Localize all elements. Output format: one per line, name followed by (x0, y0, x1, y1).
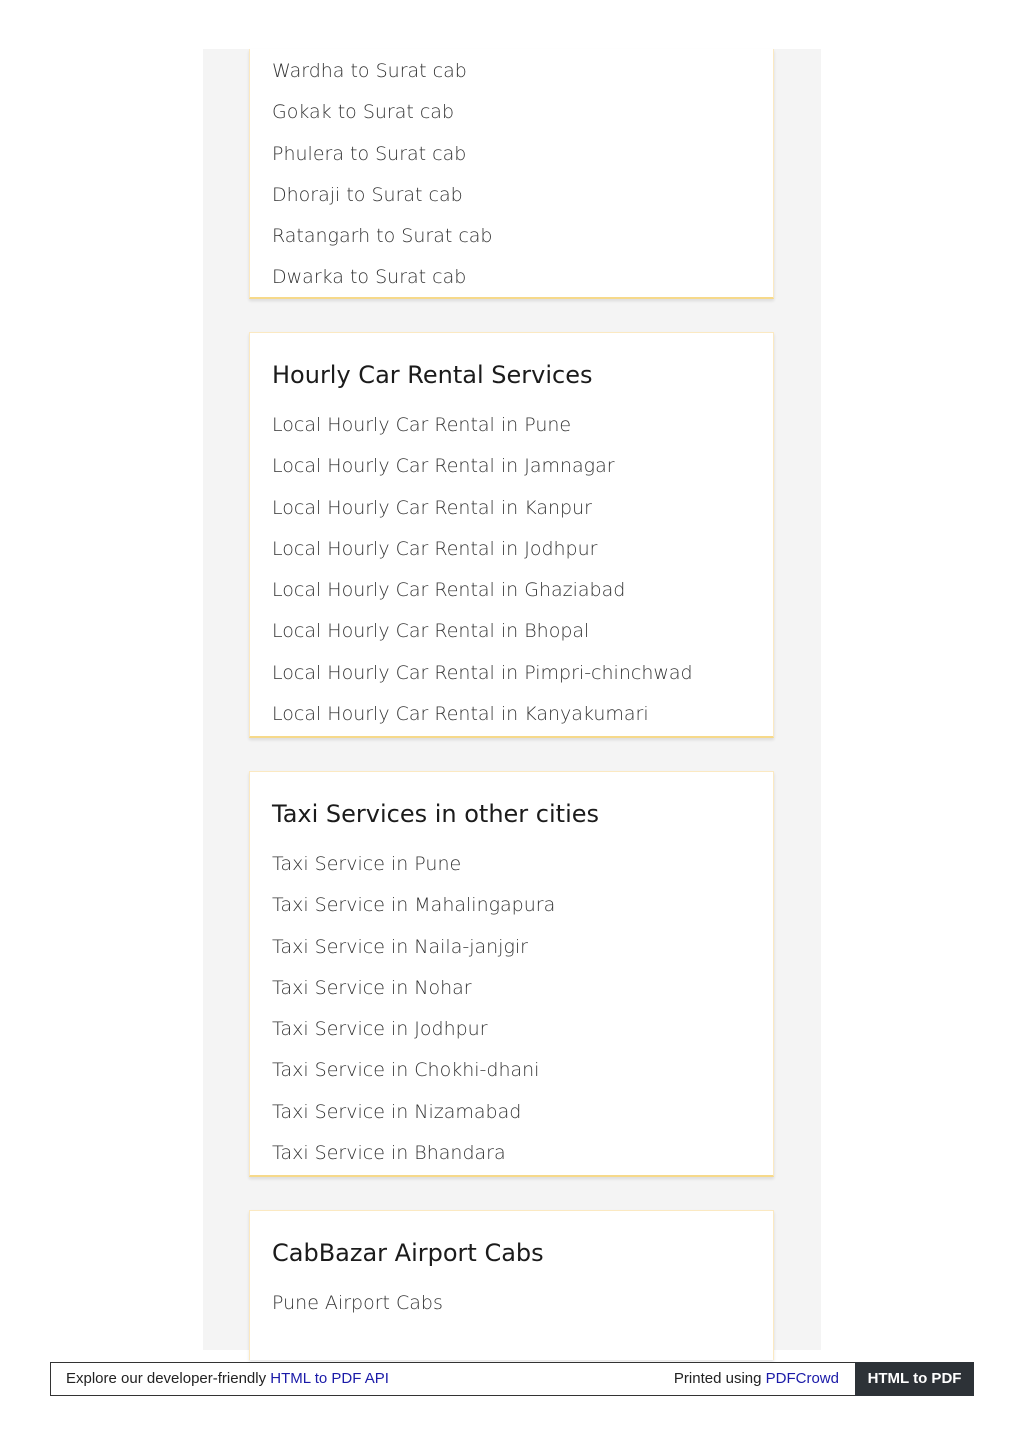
list-item (272, 413, 762, 454)
list-item (272, 100, 762, 141)
taxi-link[interactable]: Taxi Service in Nizamabad (272, 1100, 522, 1123)
list-item (272, 1058, 762, 1099)
card-airport-cabs (249, 1210, 774, 1360)
taxi-link[interactable]: Taxi Service in Nohar (272, 976, 472, 999)
hourly-rental-list (272, 413, 762, 743)
list-item (272, 454, 762, 495)
list-item (272, 496, 762, 537)
list-item (272, 1141, 762, 1182)
taxi-link[interactable]: Taxi Service in Pune (272, 853, 462, 875)
footer-printed-text: Printed using (673, 1370, 766, 1387)
list-item (272, 1100, 762, 1141)
card-surat-cabs (249, 49, 774, 299)
cab-link[interactable]: Gokak to Surat cab (272, 101, 455, 124)
list-item (272, 578, 762, 619)
list-item (272, 619, 762, 660)
list-item (272, 265, 762, 306)
list-item (272, 1291, 762, 1332)
html-to-pdf-button[interactable]: HTML to PDF (855, 1362, 974, 1396)
list-viewport[interactable] (272, 413, 762, 726)
footer-printed (674, 1363, 839, 1395)
taxi-link[interactable]: Taxi Service in Mahalingapura (272, 894, 556, 917)
rental-link[interactable]: Local Hourly Car Rental in Bhopal (272, 620, 590, 643)
footer-explore-text: Explore our developer-friendly (66, 1370, 271, 1387)
rental-link[interactable]: Local Hourly Car Rental in Jamnagar (272, 455, 615, 478)
list-item (272, 976, 762, 1017)
list-item (272, 935, 762, 976)
list-item (272, 183, 762, 224)
list-viewport[interactable] (272, 852, 762, 1165)
list-item (272, 702, 762, 743)
rental-link[interactable]: Local Hourly Car Rental in Pimpri-chinchwad (272, 661, 693, 684)
list-item (272, 537, 762, 578)
cab-link[interactable]: Wardha to Surat cab (272, 60, 467, 82)
cab-link[interactable]: Phulera to Surat cab (272, 142, 467, 165)
rental-link[interactable]: Local Hourly Car Rental in Pune (272, 414, 572, 436)
rental-link[interactable]: Local Hourly Car Rental in Kanyakumari (272, 703, 649, 726)
list-item (272, 1017, 762, 1058)
rental-link[interactable]: Local Hourly Car Rental in Ghaziabad (272, 579, 626, 602)
list-viewport[interactable] (272, 59, 762, 289)
section-title: Hourly Car Rental Services (272, 361, 593, 389)
list-item (272, 142, 762, 183)
list-viewport[interactable] (272, 1291, 762, 1351)
pdfcrowd-link[interactable]: PDFCrowd (765, 1370, 839, 1387)
rental-link[interactable]: Local Hourly Car Rental in Jodhpur (272, 537, 598, 560)
html-to-pdf-api-link[interactable]: HTML to PDF API (270, 1370, 389, 1387)
pdfcrowd-footer (50, 1362, 974, 1396)
footer-explore (66, 1363, 389, 1395)
list-item (272, 893, 762, 934)
surat-cab-list (272, 59, 762, 307)
taxi-link[interactable]: Taxi Service in Chokhi-dhani (272, 1059, 540, 1082)
taxi-service-list (272, 852, 762, 1182)
list-item (272, 661, 762, 702)
list-item (272, 852, 762, 893)
section-title: Taxi Services in other cities (272, 800, 600, 828)
list-item (272, 224, 762, 265)
card-hourly-rental (249, 332, 774, 738)
list-item (272, 59, 762, 100)
cab-link[interactable]: Dwarka to Surat cab (272, 266, 467, 289)
airport-link[interactable]: Pune Airport Cabs (272, 1292, 443, 1314)
card-taxi-services (249, 771, 774, 1177)
section-title: CabBazar Airport Cabs (272, 1239, 544, 1267)
cab-link[interactable]: Dhoraji to Surat cab (272, 183, 463, 206)
taxi-link[interactable]: Taxi Service in Naila-janjgir (272, 935, 528, 958)
taxi-link[interactable]: Taxi Service in Bhandara (272, 1142, 506, 1165)
taxi-link[interactable]: Taxi Service in Jodhpur (272, 1018, 488, 1041)
airport-cab-list (272, 1291, 762, 1332)
rental-link[interactable]: Local Hourly Car Rental in Kanpur (272, 496, 592, 519)
cab-link[interactable]: Ratangarh to Surat cab (272, 225, 493, 248)
